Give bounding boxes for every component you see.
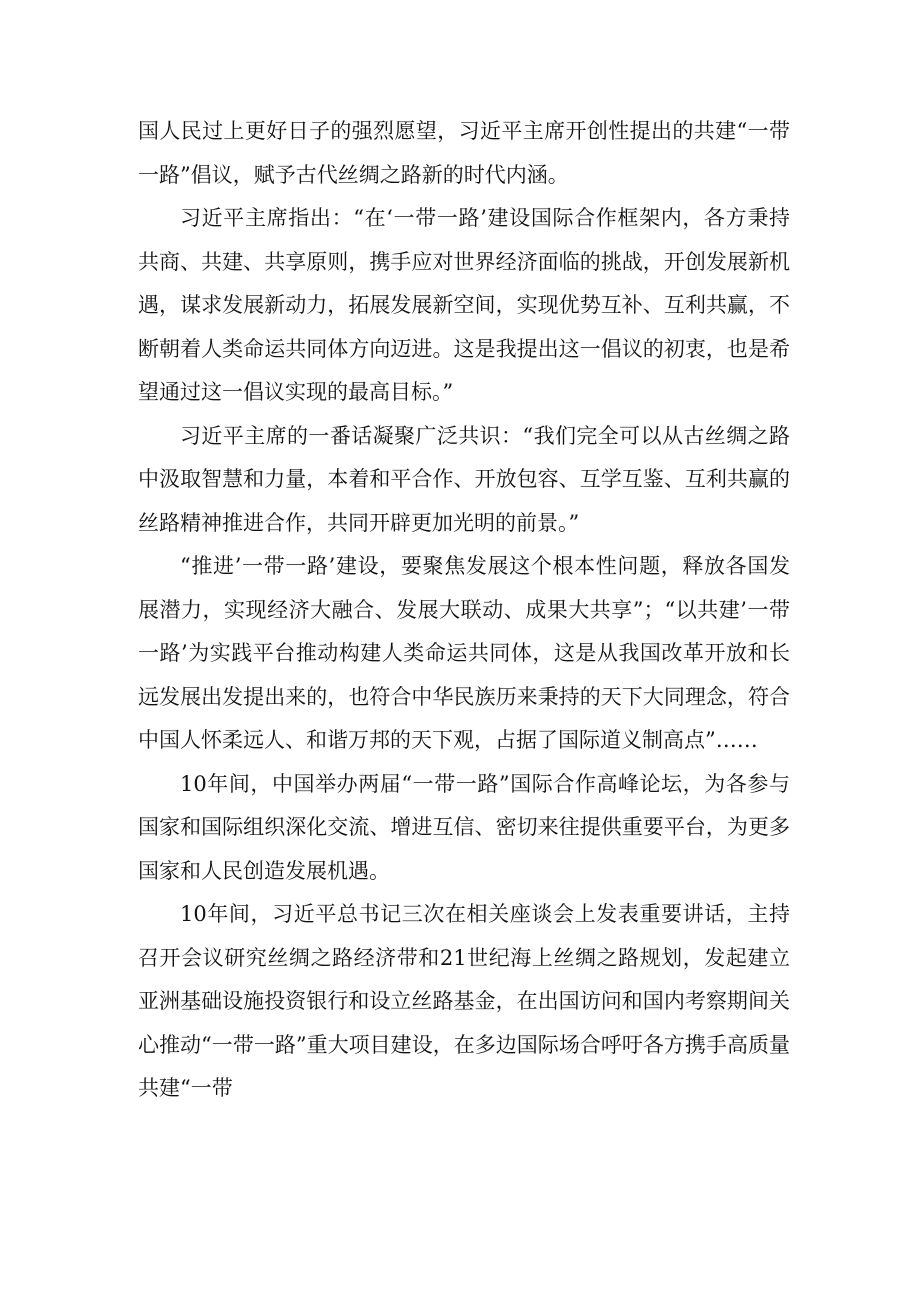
paragraph-5: 10年间，中国举办两届“一带一路”国际合作高峰论坛，为各参与国家和国际组织深化交流、增进互信、密切来往提供重要平台，为更多国家和人民创造发展机遇。 <box>138 771 790 883</box>
paragraph-6: 10年间，习近平总书记三次在相关座谈会上发表重要讲话，主持召开会议研究丝绸之路经济带和21世纪海上丝绸之路规划，发起建立亚洲基础设施投资银行和设立丝路基金，在出国访问和国内考察期间关心推动“一带一路”重大项目建设，在多边国际场合呼吁各方携手高质量共建“一带 <box>138 902 790 1100</box>
document-body <box>138 110 790 1111</box>
paragraph-1: 国人民过上更好日子的强烈愿望，习近平主席开创性提出的共建“一带一路”倡议，赋予古代丝绸之路新的时代内涵。 <box>138 119 790 187</box>
paragraph-3: 习近平主席的一番话凝聚广泛共识：“我们完全可以从古丝绸之路中汲取智慧和力量，本着和平合作、开放包容、互学互鉴、互利共赢的丝路精神推进合作，共同开辟更加光明的前景。” <box>138 423 790 535</box>
paragraph-2: 习近平主席指出：“在‘一带一路’建设国际合作框架内，各方秉持共商、共建、共享原则，携手应对世界经济面临的挑战，开创发展新机遇，谋求发展新动力，拓展发展新空间，实现优势互补、互利共赢，不断朝着人类命运共同体方向迈进。这是我提出这一倡议的初衷，也是希望通过这一倡议实现的最高目标。” <box>138 206 790 404</box>
paragraph-4: “推进’一带一路’建设，要聚焦发展这个根本性问题，释放各国发展潜力，实现经济大融合、发展大联动、成果大共享”；“以共建’一带一路’为实践平台推动构建人类命运共同体，这是从我国改革开放和长远发展出发提出来的，也符合中华民族历来秉持的天下大同理念，符合中国人怀柔远人、和谐万邦的天下观，占据了国际道义制高点”…… <box>138 554 790 752</box>
